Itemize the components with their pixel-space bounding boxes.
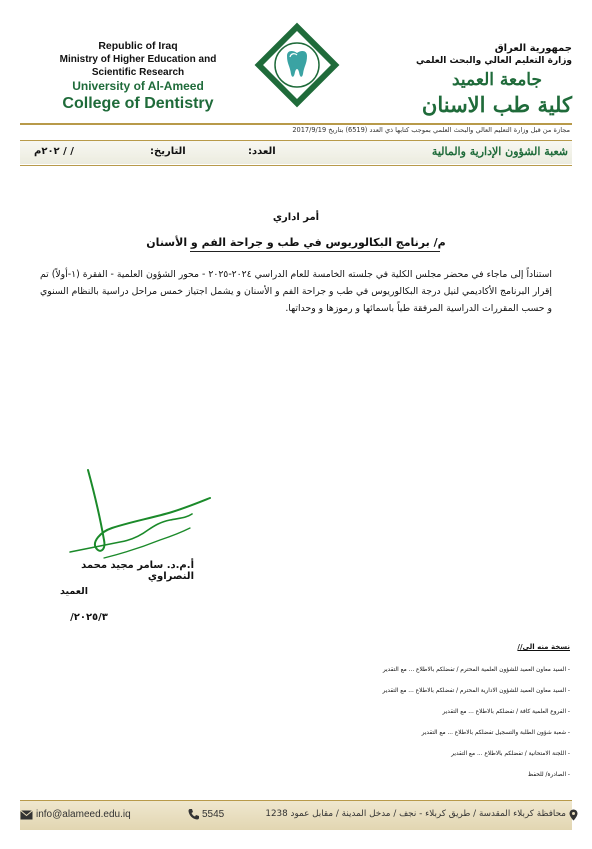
- date-value: / / ٢٠٢م: [34, 146, 74, 157]
- footer-email[interactable]: info@alameed.edu.iq: [36, 809, 131, 820]
- college-en: College of Dentistry: [62, 95, 214, 112]
- approval-note: مجازة من قبل وزارة التعليم العالي والبحث العلمي بموجب كتابها ذي العدد (6519) بتاريخ 2017/9/19: [292, 126, 570, 134]
- envelope-icon: [20, 810, 33, 820]
- copies-list: [270, 660, 570, 786]
- phone-icon: [188, 808, 199, 820]
- handwritten-signature: [60, 462, 230, 572]
- signer-date: ٢٠٢٥/٣/: [70, 612, 108, 623]
- copy-item: - شعبة شؤون الطلبة والتسجيل تفضلكم بالاطلاع ... مع التقدير: [421, 730, 570, 736]
- footer-address: محافظة كربلاء المقدسة / طريق كربلاء - نجف / مدخل المدينة / مقابل عمود 1238: [265, 809, 566, 819]
- number-label: العدد:: [248, 146, 276, 157]
- header-divider: [20, 123, 572, 125]
- ministry-en-line2: Scientific Research: [91, 67, 185, 78]
- country-en: Republic of Iraq: [98, 40, 178, 52]
- signer-title: العميد: [60, 586, 88, 597]
- country-ar: جمهورية العراق: [494, 43, 572, 54]
- college-ar: كلية طب الاسنان: [421, 92, 572, 117]
- copy-item: - اللجنة الامتحانية / تفضلكم بالاطلاع ... مع التقدير: [451, 751, 570, 757]
- copy-item: - السيد معاون العميد للشؤون الادارية المحترم / تفضلكم بالاطلاع ... مع التقدير: [382, 688, 570, 694]
- university-ar: جامعة العميد: [451, 70, 542, 90]
- english-header: [38, 40, 238, 114]
- order-title: أمر اداري: [272, 212, 320, 223]
- copy-item: - السيد معاون العميد للشؤون العلمية المحترم / تفضلكم بالاطلاع ... مع التقدير: [382, 667, 570, 673]
- department-label: شعبة الشؤون الإدارية والمالية: [431, 145, 568, 158]
- subject-underline: [190, 251, 440, 252]
- university-en: University of Al-Ameed: [72, 79, 204, 93]
- date-label: التاريخ:: [150, 146, 186, 157]
- location-pin-icon: [569, 809, 578, 821]
- letter-body: استناداً إلى ماجاء في محضر مجلس الكلية في جلسته الخامسة للعام الدراسي ٢٠٢٤-٢٠٢٥ - محور الشؤون العلمية - الفقرة (١-أولاً) تم إقرار البرنامج الأكاديمي لنيل درجة البكالوريوس في طب و جراحة الفم و الأسنان و يشمل اجتياز خمس مراحل دراسية بالنظام السنوي و حسب المقررات الدراسية المرفقة طياً باسمائها و رموزها و وحداتها.: [40, 269, 552, 314]
- college-logo: [254, 22, 340, 108]
- arabic-header: [392, 42, 572, 118]
- meta-divider: [20, 165, 572, 166]
- subject-line: م/ برنامج البكالوريوس في طب و جراحة الفم و الأسنان: [146, 236, 446, 249]
- copy-item: - الفروع العلمية كافة / تفضلكم بالاطلاع ... مع التقدير: [442, 709, 570, 715]
- copies-heading: نسخة منه الى//: [517, 643, 570, 651]
- footer-phone[interactable]: 5545: [202, 809, 225, 820]
- ministry-en-line1: Ministry of Higher Education and: [59, 54, 217, 65]
- copy-item: - الصادرة/ للحفظ: [527, 772, 570, 778]
- ministry-ar: وزارة التعليم العالي والبحث العلمي: [415, 56, 572, 66]
- signer-name: أ.م.د. سامر مجيد محمد النصراوي: [81, 560, 194, 582]
